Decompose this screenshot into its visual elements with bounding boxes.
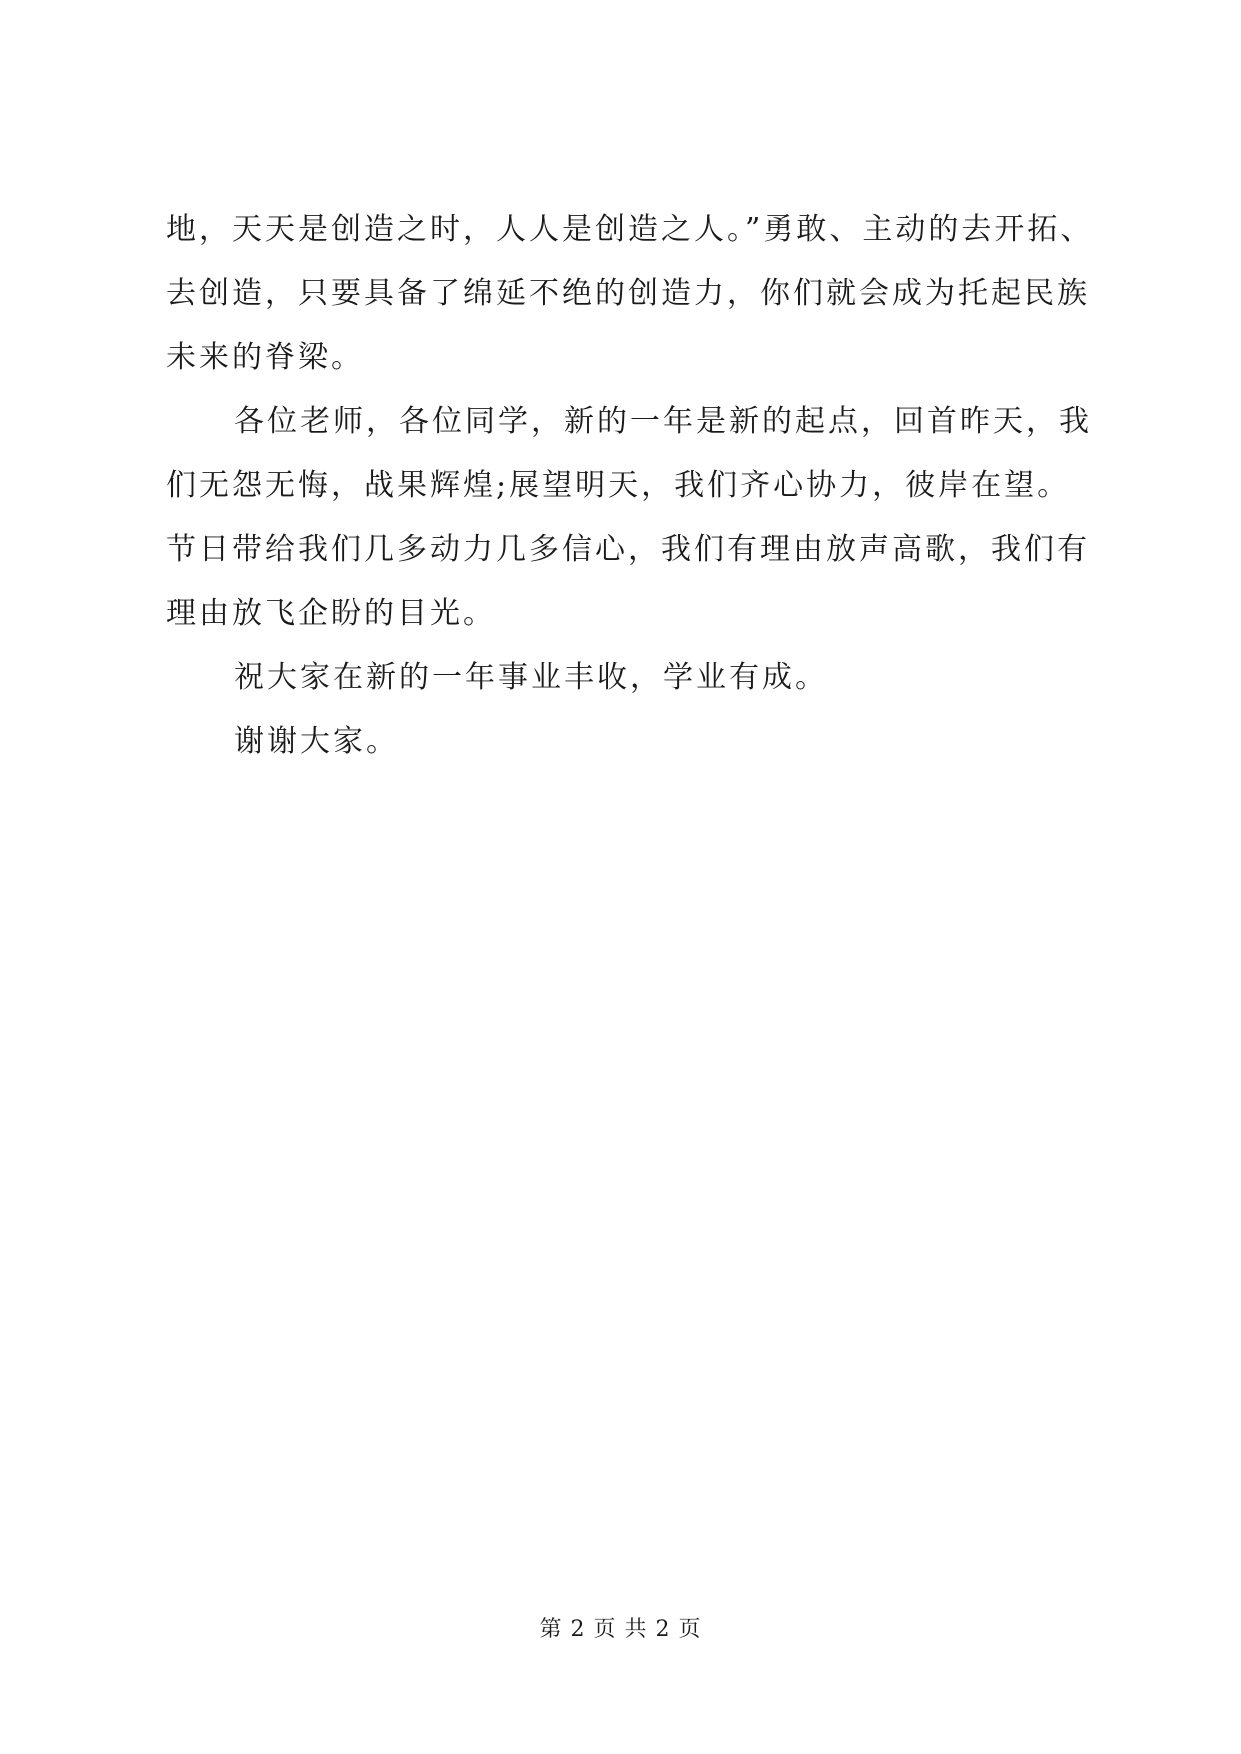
paragraph-line: 地，天天是创造之时，人人是创造之人。”勇敢、主动的去开拓、 bbox=[166, 212, 1094, 247]
paragraph-line: 祝大家在新的一年事业丰收，学业有成。 bbox=[234, 660, 828, 695]
paragraph-line: 各位老师，各位同学，新的一年是新的起点，回首昨天，我 bbox=[234, 404, 1092, 439]
paragraph-line: 们无怨无悔，战果辉煌;展望明天，我们齐心协力，彼岸在望。 bbox=[166, 468, 1071, 503]
page-number-footer: 第 2 页 共 2 页 bbox=[539, 1617, 702, 1642]
paragraph-line: 理由放飞企盼的目光。 bbox=[166, 596, 496, 631]
paragraph-line: 谢谢大家。 bbox=[234, 724, 399, 759]
paragraph-line: 去创造，只要具备了绵延不绝的创造力，你们就会成为托起民族 bbox=[166, 276, 1090, 311]
paragraph-line: 未来的脊梁。 bbox=[166, 340, 364, 375]
document-body bbox=[166, 198, 1094, 774]
paragraph-line: 节日带给我们几多动力几多信心，我们有理由放声高歌，我们有 bbox=[166, 532, 1090, 567]
